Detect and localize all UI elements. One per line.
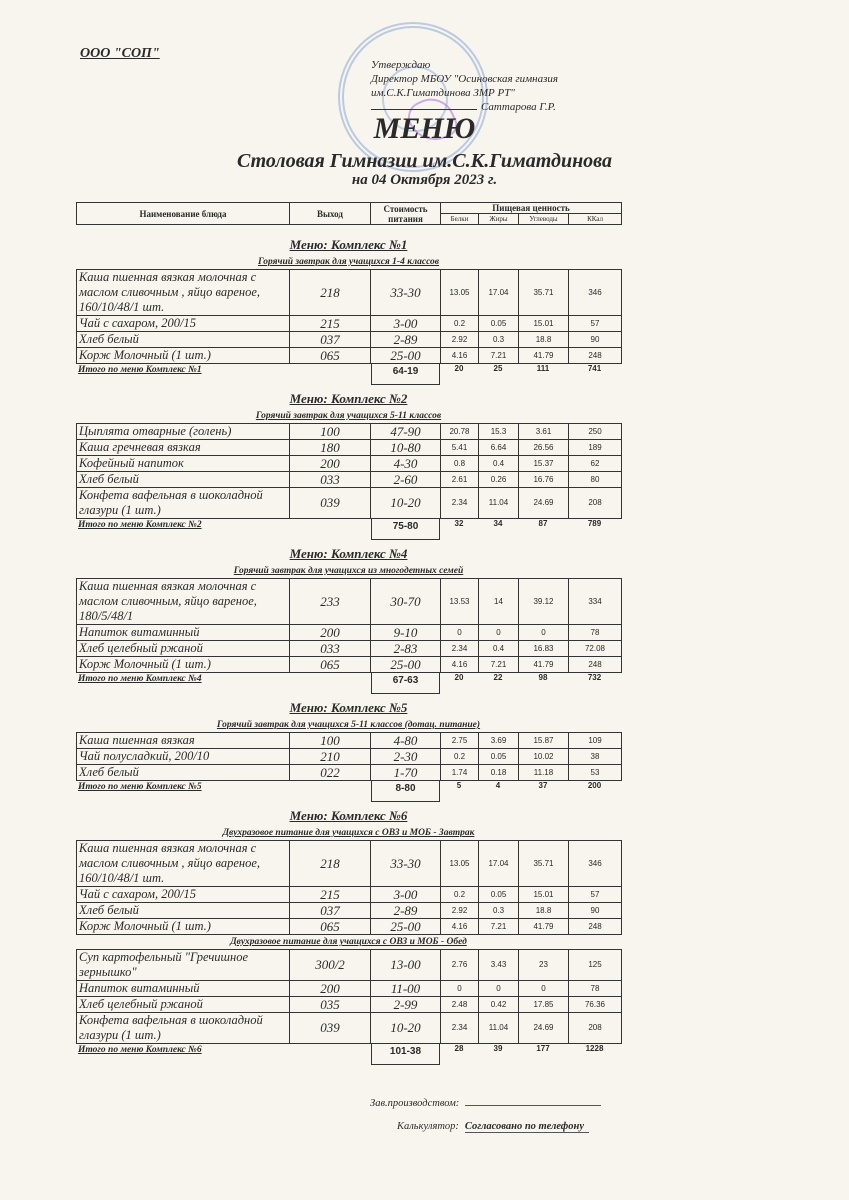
table-row <box>77 424 622 440</box>
dish-protein: 2.34 <box>441 641 479 657</box>
dish-name: Конфета вафельная в шоколадной глазури (1 шт.) <box>77 1013 290 1044</box>
header-fat: Жиры <box>479 214 519 225</box>
dish-cost: 30-70 <box>371 579 441 625</box>
dish-protein: 4.16 <box>441 348 479 364</box>
dish-cost: 10-20 <box>371 1013 441 1044</box>
group-subtitle: Горячий завтрак для учащихся 5-11 классов <box>255 411 442 421</box>
production-label: Зав.производством: <box>370 1098 460 1109</box>
dish-name: Чай полусладкий, 200/10 <box>77 749 290 765</box>
dish-kcal: 248 <box>569 919 622 935</box>
dish-kcal: 248 <box>569 348 622 364</box>
dish-output: 065 <box>290 657 371 673</box>
dish-fat: 0.05 <box>479 316 519 332</box>
total-fat: 25 <box>493 364 503 373</box>
dish-cost: 13-00 <box>371 950 441 981</box>
dish-kcal: 208 <box>569 1013 622 1044</box>
dish-fat: 7.21 <box>479 657 519 673</box>
table-row <box>77 919 622 935</box>
approval-line-1: Утверждаю <box>371 59 431 71</box>
total-row <box>76 519 621 541</box>
dish-carbs: 41.79 <box>519 348 569 364</box>
dish-kcal: 250 <box>569 424 622 440</box>
table-row <box>77 579 622 625</box>
dish-kcal: 189 <box>569 440 622 456</box>
dish-cost: 1-70 <box>371 765 441 781</box>
dish-carbs: 24.69 <box>519 1013 569 1044</box>
dish-fat: 11.04 <box>479 1013 519 1044</box>
dish-output: 039 <box>290 1013 371 1044</box>
dish-carbs: 15.37 <box>519 456 569 472</box>
dish-output: 033 <box>290 472 371 488</box>
table-row <box>77 456 622 472</box>
table-row <box>77 657 622 673</box>
production-manager <box>370 1098 601 1109</box>
dish-output: 037 <box>290 903 371 919</box>
dish-kcal: 57 <box>569 316 622 332</box>
section-title: Меню: Комплекс №5 <box>289 700 408 715</box>
dish-cost: 2-60 <box>371 472 441 488</box>
table-row <box>77 316 622 332</box>
dish-output: 180 <box>290 440 371 456</box>
total-cost: 101-38 <box>371 1044 440 1065</box>
dish-name: Корж Молочный (1 шт.) <box>77 657 290 673</box>
table-row <box>77 749 622 765</box>
dish-cost: 33-30 <box>371 841 441 887</box>
total-kcal: 732 <box>587 673 602 682</box>
dish-cost: 25-00 <box>371 919 441 935</box>
dish-fat: 0.18 <box>479 765 519 781</box>
dish-output: 037 <box>290 332 371 348</box>
dish-carbs: 23 <box>519 950 569 981</box>
dish-fat: 11.04 <box>479 488 519 519</box>
dish-kcal: 62 <box>569 456 622 472</box>
dish-name: Хлеб белый <box>77 765 290 781</box>
dish-cost: 11-00 <box>371 981 441 997</box>
total-label: Итого по меню Комплекс №1 <box>78 365 202 375</box>
column-header-table <box>76 202 622 225</box>
dish-table <box>76 949 622 1044</box>
dish-kcal: 346 <box>569 841 622 887</box>
approval-line-2: Директор МБОУ "Осиновская гимназия <box>371 73 559 85</box>
dish-cost: 3-00 <box>371 316 441 332</box>
header-kcal: ККал <box>569 214 622 225</box>
header-output: Выход <box>290 203 371 225</box>
dish-output: 022 <box>290 765 371 781</box>
total-carbs: 87 <box>538 519 548 528</box>
dish-protein: 4.16 <box>441 657 479 673</box>
total-protein: 32 <box>454 519 464 528</box>
dish-carbs: 26.56 <box>519 440 569 456</box>
dish-name: Каша пшенная вязкая молочная с маслом сливочным , яйцо вареное, 160/10/48/1 шт. <box>77 270 290 316</box>
dish-kcal: 80 <box>569 472 622 488</box>
dish-name: Корж Молочный (1 шт.) <box>77 348 290 364</box>
total-fat: 39 <box>493 1044 503 1053</box>
dish-output: 033 <box>290 641 371 657</box>
total-carbs: 98 <box>538 673 548 682</box>
total-label: Итого по меню Комплекс №2 <box>78 520 202 530</box>
dish-output: 300/2 <box>290 950 371 981</box>
dish-table <box>76 732 622 781</box>
total-cost: 75-80 <box>371 519 440 540</box>
total-label: Итого по меню Комплекс №6 <box>78 1045 202 1055</box>
dish-cost: 2-30 <box>371 749 441 765</box>
dish-fat: 0.4 <box>479 641 519 657</box>
dish-protein: 0.8 <box>441 456 479 472</box>
dish-protein: 5.41 <box>441 440 479 456</box>
dish-name: Каша пшенная вязкая <box>77 733 290 749</box>
header-carbs: Углеводы <box>519 214 569 225</box>
dish-kcal: 208 <box>569 488 622 519</box>
organization-name: ООО "СОП" <box>80 46 160 61</box>
dish-name: Корж Молочный (1 шт.) <box>77 919 290 935</box>
dish-fat: 0.26 <box>479 472 519 488</box>
dish-carbs: 35.71 <box>519 270 569 316</box>
dish-fat: 0.4 <box>479 456 519 472</box>
dish-fat: 14 <box>479 579 519 625</box>
dish-carbs: 0 <box>519 625 569 641</box>
group-subtitle: Горячий завтрак для учащихся 1-4 классов <box>257 257 440 267</box>
dish-kcal: 78 <box>569 981 622 997</box>
dish-kcal: 78 <box>569 625 622 641</box>
dish-fat: 17.04 <box>479 270 519 316</box>
dish-carbs: 16.76 <box>519 472 569 488</box>
dish-fat: 0 <box>479 625 519 641</box>
total-protein: 5 <box>456 781 462 790</box>
dish-output: 100 <box>290 424 371 440</box>
dish-protein: 2.34 <box>441 1013 479 1044</box>
menu-section <box>76 391 621 541</box>
dish-cost: 4-80 <box>371 733 441 749</box>
dish-carbs: 39.12 <box>519 579 569 625</box>
dish-name: Суп картофельный "Гречишное зернышко" <box>77 950 290 981</box>
dish-kcal: 346 <box>569 270 622 316</box>
total-label: Итого по меню Комплекс №4 <box>78 674 202 684</box>
dish-cost: 33-30 <box>371 270 441 316</box>
dish-name: Каша пшенная вязкая молочная с маслом сливочным, яйцо вареное, 180/5/48/1 <box>77 579 290 625</box>
dish-carbs: 41.79 <box>519 657 569 673</box>
dish-fat: 0.3 <box>479 332 519 348</box>
dish-cost: 47-90 <box>371 424 441 440</box>
dish-cost: 2-89 <box>371 332 441 348</box>
dish-protein: 0.2 <box>441 749 479 765</box>
dish-fat: 0.05 <box>479 887 519 903</box>
dish-cost: 25-00 <box>371 657 441 673</box>
total-fat: 22 <box>493 673 503 682</box>
dish-fat: 0.05 <box>479 749 519 765</box>
table-row <box>77 472 622 488</box>
header-cost: Стоимость питания <box>371 203 441 225</box>
dish-protein: 2.76 <box>441 950 479 981</box>
dish-fat: 3.43 <box>479 950 519 981</box>
total-kcal: 200 <box>587 781 602 790</box>
dish-protein: 2.92 <box>441 903 479 919</box>
approval-block <box>371 58 558 114</box>
dish-protein: 13.53 <box>441 579 479 625</box>
dish-cost: 2-99 <box>371 997 441 1013</box>
dish-carbs: 41.79 <box>519 919 569 935</box>
table-row <box>77 950 622 981</box>
dish-fat: 3.69 <box>479 733 519 749</box>
dish-protein: 1.74 <box>441 765 479 781</box>
dish-name: Каша гречневая вязкая <box>77 440 290 456</box>
total-carbs: 177 <box>536 1044 550 1053</box>
dish-cost: 10-80 <box>371 440 441 456</box>
dish-table <box>76 269 622 364</box>
dish-name: Конфета вафельная в шоколадной глазури (1 шт.) <box>77 488 290 519</box>
menu-section <box>76 808 621 1066</box>
header-name: Наименование блюда <box>77 203 290 225</box>
dish-protein: 2.34 <box>441 488 479 519</box>
dish-output: 035 <box>290 997 371 1013</box>
dish-carbs: 3.61 <box>519 424 569 440</box>
table-row <box>77 733 622 749</box>
table-row <box>77 887 622 903</box>
dish-output: 065 <box>290 919 371 935</box>
dish-fat: 15.3 <box>479 424 519 440</box>
dish-kcal: 248 <box>569 657 622 673</box>
dish-fat: 7.21 <box>479 919 519 935</box>
dish-cost: 3-00 <box>371 887 441 903</box>
menu-section <box>76 546 621 695</box>
dish-output: 233 <box>290 579 371 625</box>
dish-cost: 2-83 <box>371 641 441 657</box>
dish-protein: 2.48 <box>441 997 479 1013</box>
dish-name: Чай с сахаром, 200/15 <box>77 316 290 332</box>
table-row <box>77 348 622 364</box>
section-title: Меню: Комплекс №4 <box>289 546 408 561</box>
dish-name: Напиток витаминный <box>77 981 290 997</box>
total-kcal: 741 <box>587 364 602 373</box>
dish-carbs: 35.71 <box>519 841 569 887</box>
calculator <box>397 1121 589 1133</box>
dish-fat: 0.3 <box>479 903 519 919</box>
dish-kcal: 334 <box>569 579 622 625</box>
dish-name: Чай с сахаром, 200/15 <box>77 887 290 903</box>
menu-sections <box>76 232 621 1066</box>
table-row <box>77 841 622 887</box>
page-subtitle: Столовая Гимназии им.С.К.Гиматдинова <box>237 150 612 172</box>
total-fat: 4 <box>495 781 501 790</box>
dish-fat: 0.42 <box>479 997 519 1013</box>
dish-carbs: 24.69 <box>519 488 569 519</box>
dish-table <box>76 423 622 519</box>
dish-fat: 0 <box>479 981 519 997</box>
dish-protein: 0 <box>441 625 479 641</box>
total-fat: 34 <box>493 519 503 528</box>
dish-protein: 0 <box>441 981 479 997</box>
dish-name: Цыплята отварные (голень) <box>77 424 290 440</box>
calculator-value: Согласовано по телефону <box>465 1121 589 1133</box>
dish-carbs: 15.01 <box>519 887 569 903</box>
dish-name: Хлеб белый <box>77 903 290 919</box>
total-row <box>76 1044 621 1066</box>
total-kcal: 789 <box>587 519 602 528</box>
dish-protein: 20.78 <box>441 424 479 440</box>
dish-kcal: 57 <box>569 887 622 903</box>
section-title: Меню: Комплекс №6 <box>289 808 408 823</box>
dish-name: Кофейный напиток <box>77 456 290 472</box>
dish-name: Каша пшенная вязкая молочная с маслом сливочным , яйцо вареное, 160/10/48/1 шт. <box>77 841 290 887</box>
section-title: Меню: Комплекс №1 <box>289 237 408 252</box>
total-label: Итого по меню Комплекс №5 <box>78 782 202 792</box>
page-title: МЕНЮ <box>373 112 476 145</box>
menu-section <box>76 700 621 803</box>
dish-name: Хлеб целебный ржаной <box>77 997 290 1013</box>
dish-protein: 0.2 <box>441 316 479 332</box>
section-title: Меню: Комплекс №2 <box>289 391 408 406</box>
dish-carbs: 16.83 <box>519 641 569 657</box>
dish-kcal: 125 <box>569 950 622 981</box>
dish-table <box>76 578 622 673</box>
dish-carbs: 17.85 <box>519 997 569 1013</box>
dish-kcal: 53 <box>569 765 622 781</box>
group-subtitle: Двухразовое питание для учащихся с ОВЗ и МОБ - Завтрак <box>222 828 475 838</box>
dish-output: 218 <box>290 841 371 887</box>
group-subtitle: Горячий завтрак для учащихся из многодетных семей <box>233 566 464 576</box>
total-row <box>76 781 621 803</box>
dish-output: 218 <box>290 270 371 316</box>
dish-output: 039 <box>290 488 371 519</box>
table-row <box>77 440 622 456</box>
approval-line-3: им.С.К.Гиматдинова ЗМР РТ" <box>371 87 515 99</box>
dish-kcal: 109 <box>569 733 622 749</box>
group-subtitle: Горячий завтрак для учащихся 5-11 классов (дотац. питание) <box>216 720 481 730</box>
dish-kcal: 90 <box>569 332 622 348</box>
total-carbs: 111 <box>536 364 550 373</box>
dish-name: Хлеб белый <box>77 332 290 348</box>
dish-protein: 13.05 <box>441 270 479 316</box>
dish-table <box>76 840 622 935</box>
calculator-label: Калькулятор: <box>397 1121 459 1132</box>
header-protein: Белки <box>441 214 479 225</box>
dish-protein: 0.2 <box>441 887 479 903</box>
table-row <box>77 903 622 919</box>
dish-carbs: 15.87 <box>519 733 569 749</box>
dish-kcal: 38 <box>569 749 622 765</box>
total-cost: 8-80 <box>371 781 440 802</box>
dish-fat: 17.04 <box>479 841 519 887</box>
dish-output: 215 <box>290 887 371 903</box>
dish-name: Хлеб целебный ржаной <box>77 641 290 657</box>
dish-carbs: 10.02 <box>519 749 569 765</box>
dish-name: Напиток витаминный <box>77 625 290 641</box>
dish-kcal: 72.08 <box>569 641 622 657</box>
table-row <box>77 332 622 348</box>
dish-output: 200 <box>290 981 371 997</box>
menu-section <box>76 237 621 386</box>
dish-kcal: 90 <box>569 903 622 919</box>
menu-date: на 04 Октября 2023 г. <box>351 172 498 188</box>
total-protein: 28 <box>454 1044 464 1053</box>
dish-protein: 2.75 <box>441 733 479 749</box>
dish-carbs: 0 <box>519 981 569 997</box>
total-protein: 20 <box>454 673 464 682</box>
dish-cost: 10-20 <box>371 488 441 519</box>
approval-signer: Саттарова Г.Р. <box>481 101 556 113</box>
header-nutrition: Пищевая ценность <box>441 203 622 214</box>
dish-protein: 4.16 <box>441 919 479 935</box>
dish-carbs: 15.01 <box>519 316 569 332</box>
dish-cost: 9-10 <box>371 625 441 641</box>
dish-cost: 2-89 <box>371 903 441 919</box>
table-row <box>77 765 622 781</box>
table-row <box>77 488 622 519</box>
table-row <box>77 270 622 316</box>
table-row <box>77 1013 622 1044</box>
dish-output: 215 <box>290 316 371 332</box>
dish-cost: 25-00 <box>371 348 441 364</box>
dish-output: 200 <box>290 625 371 641</box>
dish-carbs: 18.8 <box>519 332 569 348</box>
dish-name: Хлеб белый <box>77 472 290 488</box>
dish-protein: 13.05 <box>441 841 479 887</box>
dish-kcal: 76.36 <box>569 997 622 1013</box>
dish-fat: 6.64 <box>479 440 519 456</box>
dish-cost: 4-30 <box>371 456 441 472</box>
table-row <box>77 625 622 641</box>
dish-output: 200 <box>290 456 371 472</box>
total-protein: 20 <box>454 364 464 373</box>
dish-protein: 2.61 <box>441 472 479 488</box>
dish-fat: 7.21 <box>479 348 519 364</box>
total-carbs: 37 <box>538 781 548 790</box>
table-row <box>77 641 622 657</box>
dish-output: 100 <box>290 733 371 749</box>
total-row <box>76 673 621 695</box>
total-cost: 67-63 <box>371 673 440 694</box>
total-kcal: 1228 <box>585 1044 604 1053</box>
group-subtitle: Двухразовое питание для учащихся с ОВЗ и МОБ - Обед <box>230 937 467 947</box>
dish-output: 065 <box>290 348 371 364</box>
table-row <box>77 997 622 1013</box>
total-cost: 64-19 <box>371 364 440 385</box>
dish-protein: 2.92 <box>441 332 479 348</box>
dish-output: 210 <box>290 749 371 765</box>
table-row <box>77 981 622 997</box>
dish-carbs: 11.18 <box>519 765 569 781</box>
total-row <box>76 364 621 386</box>
dish-carbs: 18.8 <box>519 903 569 919</box>
